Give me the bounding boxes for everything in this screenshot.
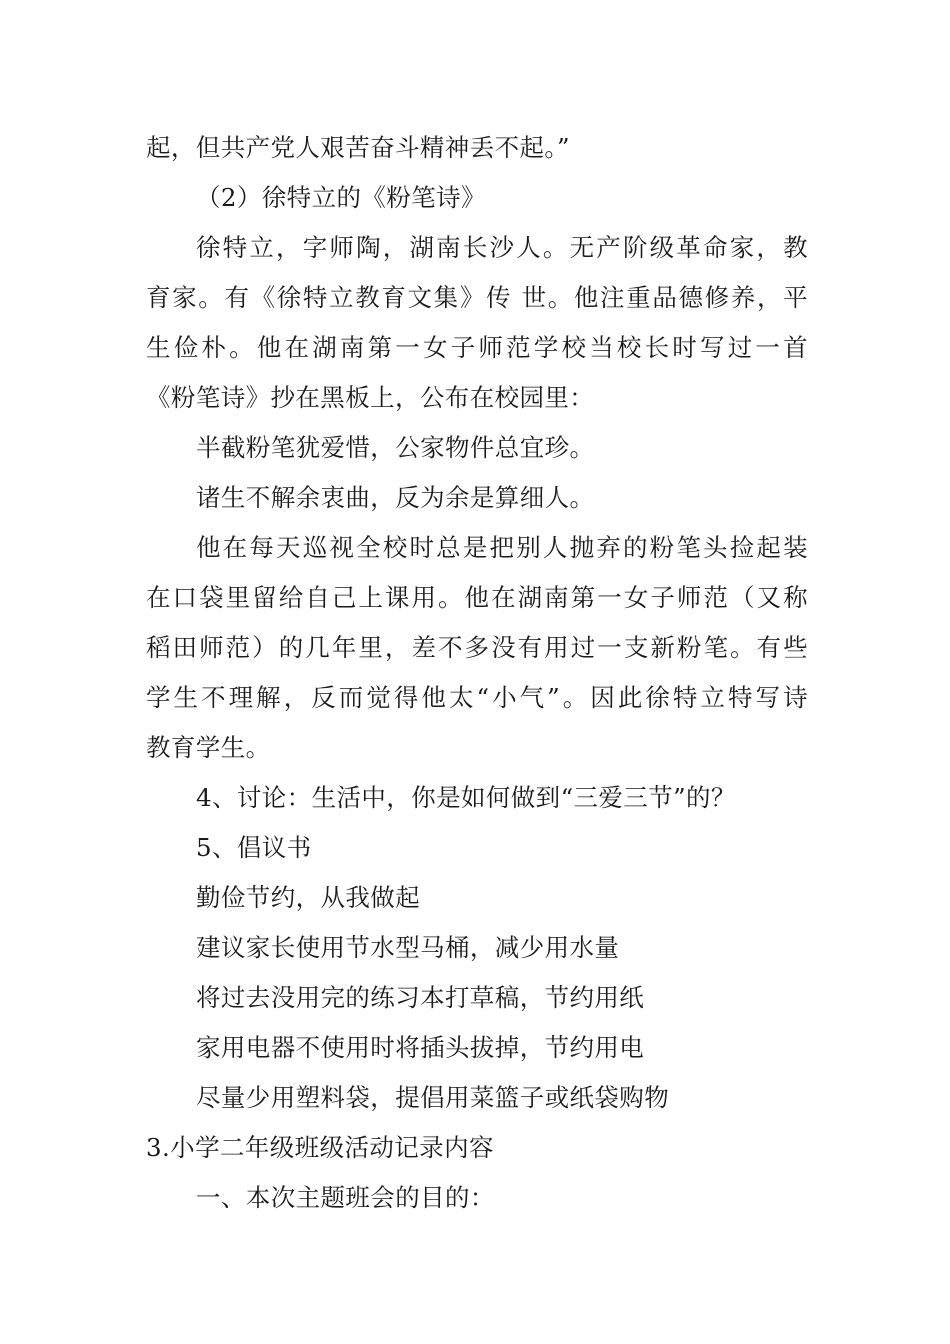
text-line: 稻田师范）的几年里，差不多没有用过一支新粉笔。有些 xyxy=(146,633,808,662)
list-item: 4、讨论：生活中，你是如何做到“三爱三节”的？ xyxy=(196,783,736,812)
list-item: 建议家长使用节水型马桶，减少用水量 xyxy=(196,933,620,962)
list-item: 尽量少用塑料袋，提倡用菜篮子或纸袋购物 xyxy=(196,1083,670,1112)
text-line: 在口袋里留给自己上课用。他在湖南第一女子师范（又称 xyxy=(146,583,808,612)
section-heading: （2）徐特立的《粉笔诗》 xyxy=(196,183,486,212)
list-item: 将过去没用完的练习本打草稿，节约用纸 xyxy=(196,983,645,1012)
text-line: 育家。有《徐特立教育文集》传 世。他注重品德修养，平 xyxy=(146,283,808,312)
text-line: 教育学生。 xyxy=(146,733,271,762)
list-item: 家用电器不使用时将插头拔掉，节约用电 xyxy=(196,1033,645,1062)
section-heading: 一、本次主题班会的目的： xyxy=(196,1183,495,1212)
text-line: 徐特立，字师陶，湖南长沙人。无产阶级革命家，教 xyxy=(196,233,808,262)
text-line: 起，但共产党人艰苦奋斗精神丢不起。” xyxy=(146,133,570,162)
poem-line: 诸生不解余衷曲，反为余是算细人。 xyxy=(196,483,595,512)
poem-line: 半截粉笔犹爱惜，公家物件总宜珍。 xyxy=(196,433,595,462)
list-item: 5、倡议书 xyxy=(196,833,312,862)
text-line: 学生不理解，反而觉得他太“小气”。因此徐特立特写诗 xyxy=(146,683,808,712)
text-line: 《粉笔诗》抄在黑板上，公布在校园里： xyxy=(146,383,595,412)
text-line: 他在每天巡视全校时总是把别人抛弃的粉笔头捡起装 xyxy=(196,533,808,562)
text-line: 生俭朴。他在湖南第一女子师范学校当校长时写过一首 xyxy=(146,333,808,362)
list-item: 勤俭节约，从我做起 xyxy=(196,883,421,912)
section-heading: 3.小学二年级班级活动记录内容 xyxy=(146,1133,494,1162)
